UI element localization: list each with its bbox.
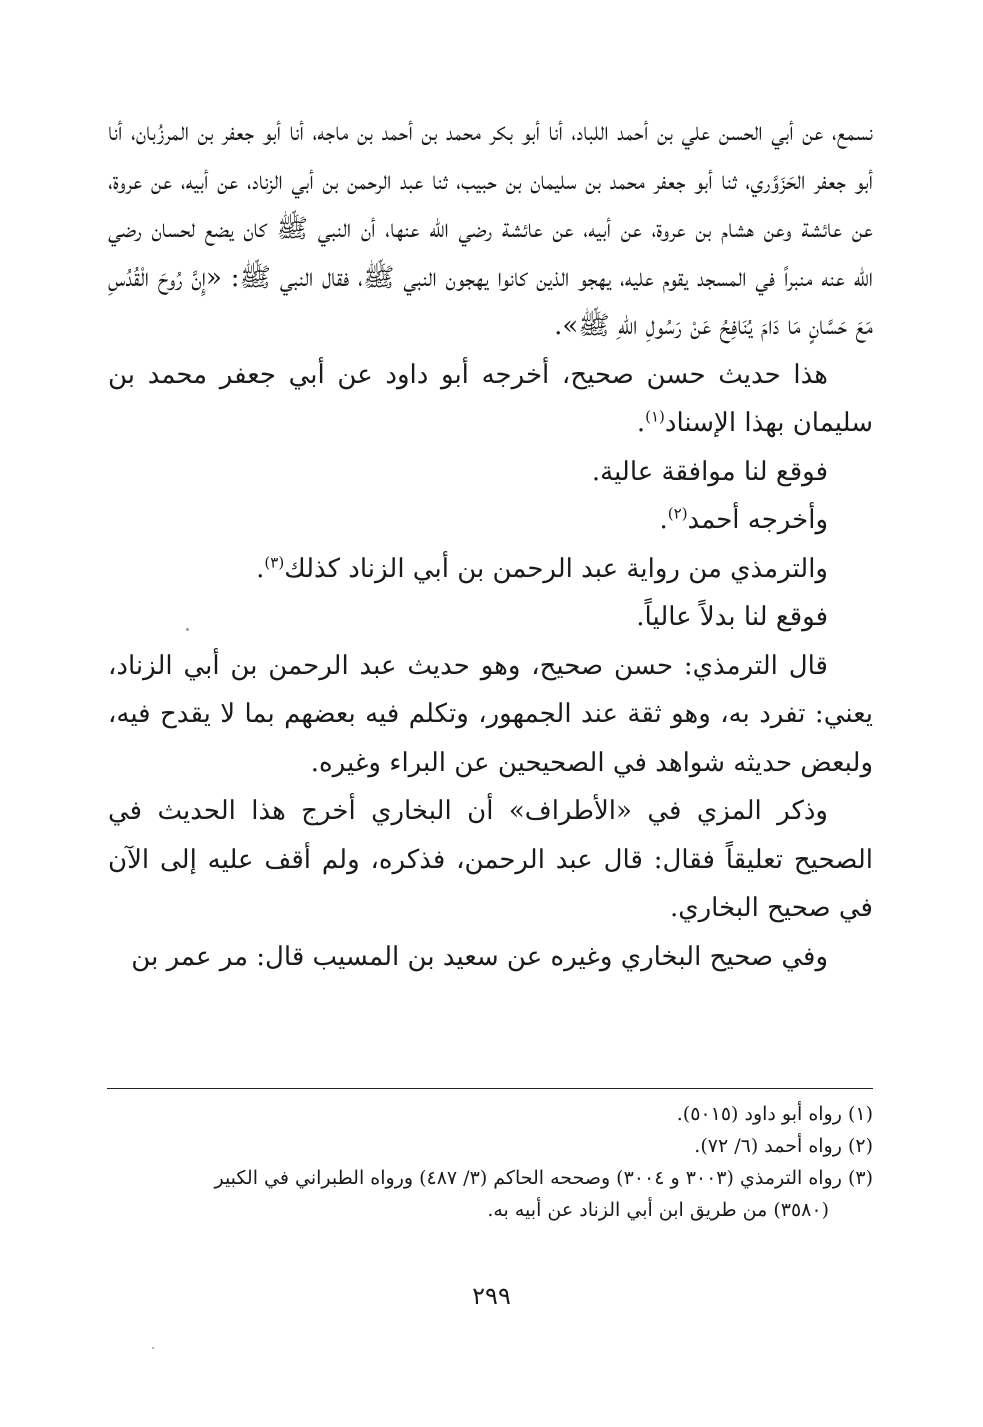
- footnote-3: (٣) رواه الترمذي (٣٠٠٣ و ٣٠٠٤) وصححه الحاكم (٣/ ٤٨٧) ورواه الطبراني في الكبير: [214, 1167, 873, 1189]
- paragraph-hadith-chain: [108, 108, 873, 351]
- footnote-1: (١) رواه أبو داود (٥٠١٥).: [676, 1103, 873, 1125]
- footnote-ref-2[interactable]: (٢): [667, 504, 688, 523]
- paragraph-badal: فوقع لنا بدلاً عالياً.: [636, 602, 828, 632]
- ahmad-text: وأخرجه أحمد: [687, 505, 828, 535]
- paragraph-grading: [108, 351, 873, 448]
- scan-speck: [152, 1347, 154, 1349]
- footnote-ref-1[interactable]: (١): [645, 407, 665, 426]
- paragraph-ahmad: [108, 496, 873, 545]
- paragraph-end-mark: .: [659, 505, 668, 535]
- paragraph-tirmidhi-comment: قال الترمذي: حسن صحيح، وهو حديث عبد الرحمن بن أبي الزناد، يعني: تفرد به، وهو ثقة عند الجمهور، وتكلم فيه بعضهم بما لا يقدح فيه، ولبعض حديثه شواهد في الصحيحين عن البراء وغيره.: [108, 650, 873, 778]
- paragraph-end-mark: .: [554, 311, 563, 341]
- tirmidhi-text: والترمذي من رواية عبد الرحمن بن أبي الزناد كذلك: [284, 553, 828, 584]
- hadith-chain-text: نسمع، عن أبي الحسن علي بن أحمد اللباد، أنا أبو بكر محمد بن أحمد بن ماجه، أنا أبو جعفر بن المرزُبان، أنا أبو جعفر الحَزَوَّري، ثنا أبو جعفر محمد بن سليمان بن حبيب، ثنا عبد الرحمن بن أبي الزناد، عن أبيه، عن عروة، عن عائشة وعن هشام بن عروة، عن أبيه، عن عائشة رضي الله عنها، أن النبي ﷺ كان يضع لحسان رضي الله عنه منبراً في المسجد يقوم عليه، يهجو الذين كانوا يهجون النبي ﷺ، فقال النبي ﷺ:: [108, 117, 874, 293]
- prophetic-quote: «إِنَّ رُوحَ الْقُدُسِ مَعَ حَسَّانٍ مَا دَامَ يُنَافِحُ عَنْ رَسُولِ اللهِ ﷺ»: [108, 262, 873, 341]
- footnotes: [108, 1098, 873, 1226]
- footnote-3-continuation: (٣٥٨٠) من طريق ابن أبي الزناد عن أبيه به.: [487, 1199, 829, 1221]
- paragraph-end-mark: .: [636, 408, 646, 438]
- paragraph-mizzi: وذكر المزي في «الأطراف» أن البخاري أخرج هذا الحديث في الصحيح تعليقاً فقال: قال عبد الرحمن، فذكره، ولم أقف عليه إلى الآن في صحيح البخاري.: [108, 796, 874, 923]
- grading-text: هذا حديث حسن صحيح، أخرجه أبو داود عن أبي جعفر محمد بن سليمان بهذا الإسناد: [108, 359, 873, 438]
- paragraph-end-mark: .: [256, 553, 265, 584]
- footnote-2: (٢) رواه أحمد (٦/ ٧٢).: [694, 1135, 873, 1157]
- footnote-ref-3[interactable]: (٣): [264, 552, 285, 571]
- paragraph-agreement: فوقع لنا موافقة عالية.: [591, 456, 828, 487]
- page-number: ٢٩٩: [472, 1282, 511, 1310]
- paragraph-bukhari: وفي صحيح البخاري وغيره عن سعيد بن المسيب قال: مر عمر بن: [131, 941, 828, 972]
- paragraph-tirmidhi: [108, 545, 873, 594]
- footnote-divider: [107, 1088, 873, 1089]
- main-text: [108, 108, 873, 981]
- scan-speck: [186, 628, 189, 631]
